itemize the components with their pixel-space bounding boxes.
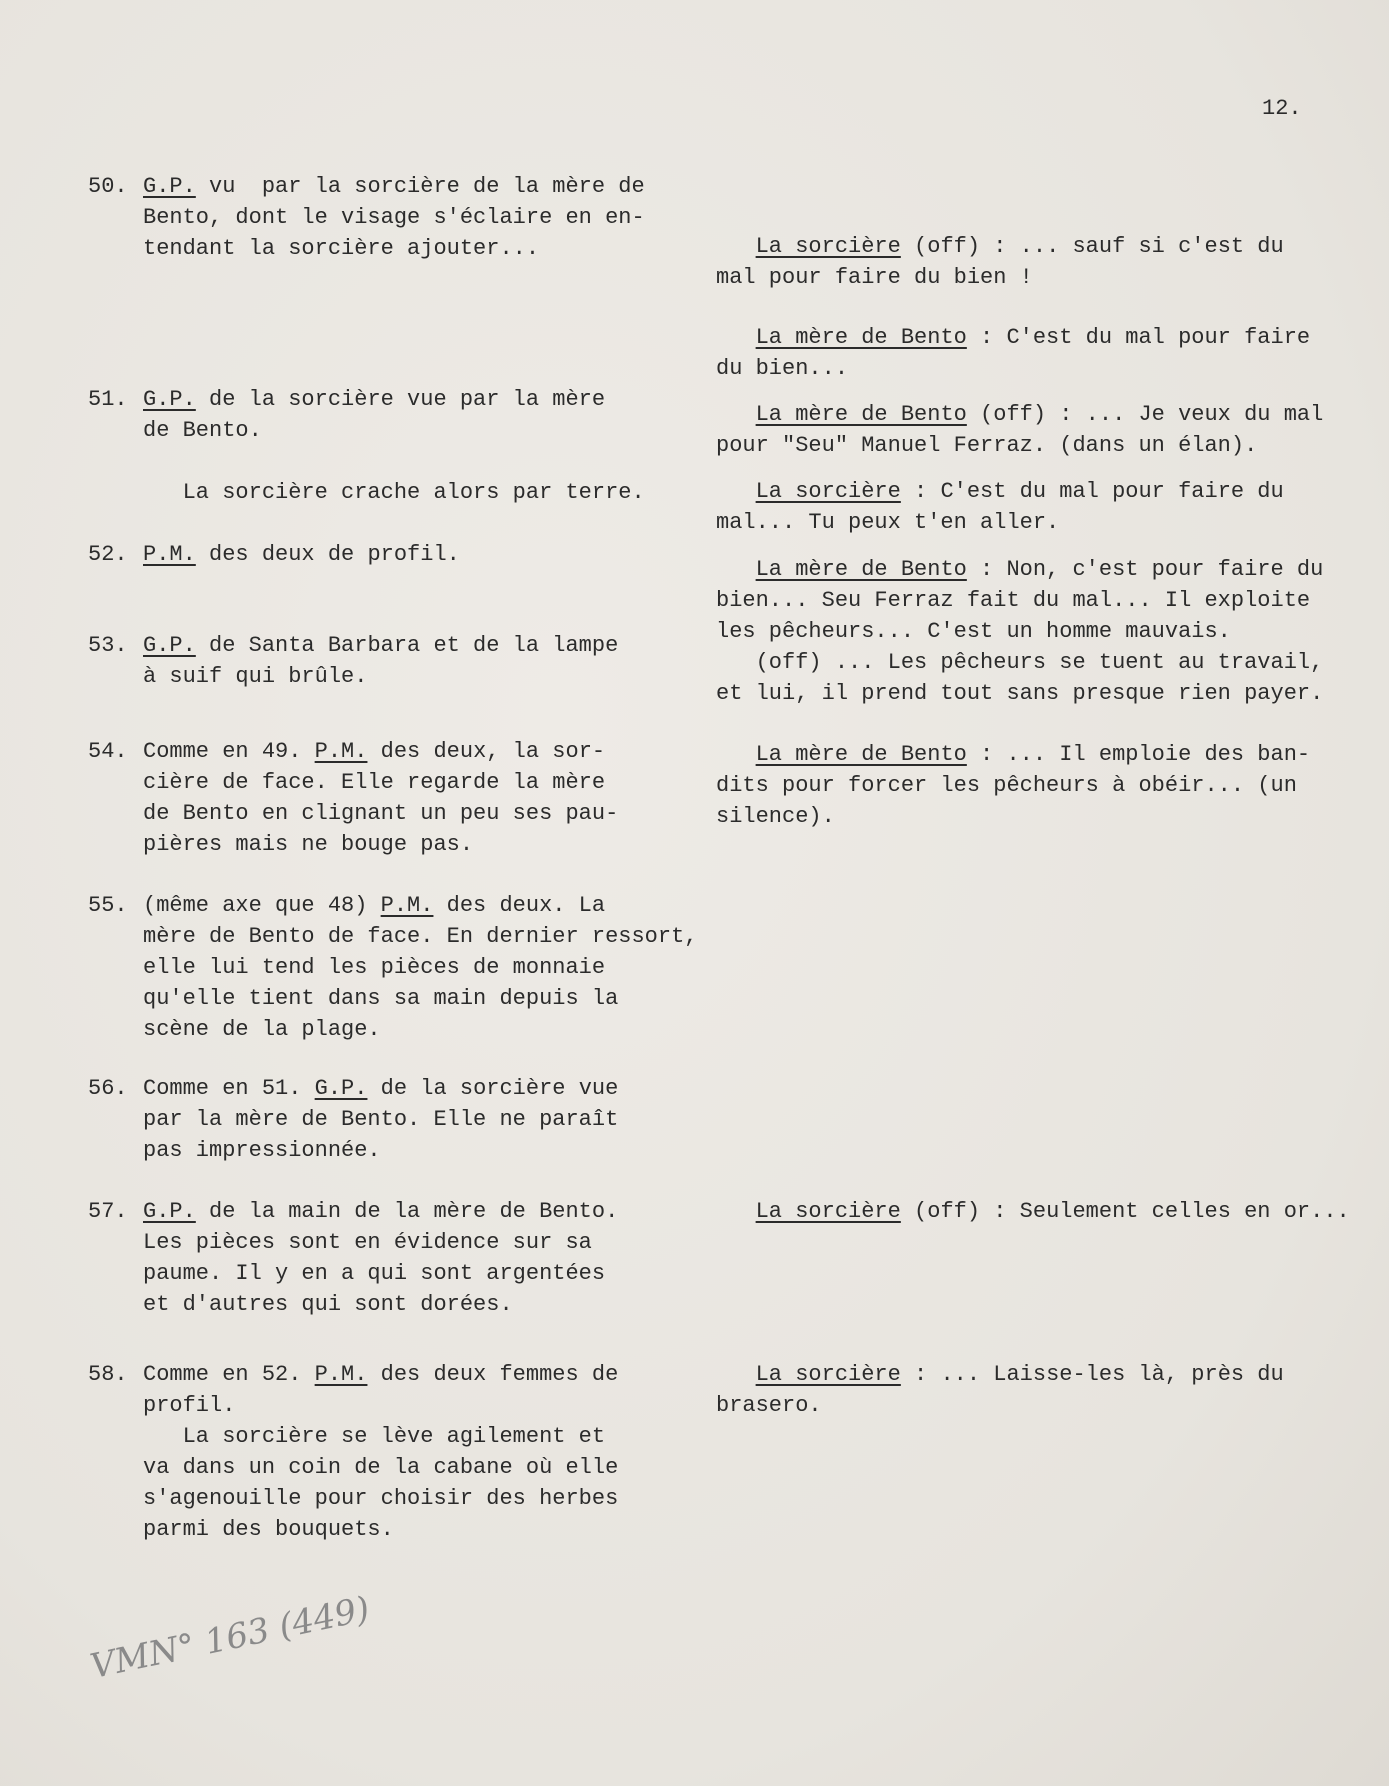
- shot-description-line: Comme en 49. P.M. des deux, la sor-: [143, 739, 606, 764]
- dialogue-line: La mère de Bento (off) : ... Je veux du mal: [755, 402, 1324, 427]
- underlined-term: La mère de Bento: [755, 557, 967, 582]
- shot-description-line: (même axe que 48) P.M. des deux. La: [143, 893, 606, 918]
- handwritten-archive-note: VMN° 163 (449): [86, 1588, 374, 1688]
- shot-description-line: Bento, dont le visage s'éclaire en en-: [143, 205, 645, 230]
- shot-number: 50.: [88, 174, 128, 199]
- dialogue-line: pour "Seu" Manuel Ferraz. (dans un élan).: [716, 433, 1258, 458]
- dialogue-line: mal pour faire du bien !: [716, 265, 1033, 290]
- underlined-term: G.P.: [143, 1199, 196, 1224]
- shot-description-line: G.P. de la main de la mère de Bento.: [143, 1199, 619, 1224]
- shot-number: 56.: [88, 1076, 128, 1101]
- shot-number: 51.: [88, 387, 128, 412]
- underlined-term: La mère de Bento: [755, 402, 967, 427]
- dialogue-line: silence).: [716, 804, 835, 829]
- shot-description-line: pières mais ne bouge pas.: [143, 832, 474, 857]
- dialogue-line: La sorcière (off) : Seulement celles en or...: [755, 1199, 1350, 1224]
- shot-description-line: P.M. des deux de profil.: [143, 542, 460, 567]
- dialogue-line: et lui, il prend tout sans presque rien payer.: [716, 681, 1324, 706]
- shot-description-line: mère de Bento de face. En dernier ressort,: [143, 924, 698, 949]
- shot-number: 55.: [88, 893, 128, 918]
- shot-number: 57.: [88, 1199, 128, 1224]
- dialogue-line: La mère de Bento : Non, c'est pour faire du: [755, 557, 1324, 582]
- underlined-term: P.M.: [314, 1362, 368, 1387]
- shot-description-line: La sorcière se lève agilement et: [143, 1424, 606, 1449]
- shot-description-line: pas impressionnée.: [143, 1138, 381, 1163]
- underlined-term: P.M.: [143, 542, 196, 567]
- dialogue-line: La sorcière : C'est du mal pour faire du: [755, 479, 1284, 504]
- shot-description-line: G.P. vu par la sorcière de la mère de: [143, 174, 645, 199]
- dialogue-line: La mère de Bento : ... Il emploie des ban-: [755, 742, 1311, 767]
- shot-description-line: paume. Il y en a qui sont argentées: [143, 1261, 606, 1286]
- underlined-term: P.M.: [314, 739, 368, 764]
- shot-number: 53.: [88, 633, 128, 658]
- shot-description-line: s'agenouille pour choisir des herbes: [143, 1486, 619, 1511]
- dialogue-line: La sorcière : ... Laisse-les là, près du: [755, 1362, 1284, 1387]
- shot-description-line: Comme en 51. G.P. de la sorcière vue: [143, 1076, 619, 1101]
- underlined-term: La mère de Bento: [755, 325, 967, 350]
- shot-description-line: tendant la sorcière ajouter...: [143, 236, 540, 261]
- dialogue-line: (off) ... Les pêcheurs se tuent au travail,: [716, 650, 1324, 675]
- dialogue-line: La mère de Bento : C'est du mal pour faire: [755, 325, 1311, 350]
- shot-description-line: G.P. de Santa Barbara et de la lampe: [143, 633, 619, 658]
- shot-description-line: cière de face. Elle regarde la mère: [143, 770, 606, 795]
- dialogue-line: mal... Tu peux t'en aller.: [716, 510, 1060, 535]
- shot-description-line: et d'autres qui sont dorées.: [143, 1292, 513, 1317]
- shot-description-line: scène de la plage.: [143, 1017, 381, 1042]
- shot-description-line: de Bento en clignant un peu ses pau-: [143, 801, 619, 826]
- underlined-term: G.P.: [314, 1076, 368, 1101]
- shot-description-line: Comme en 52. P.M. des deux femmes de: [143, 1362, 619, 1387]
- dialogue-line: dits pour forcer les pêcheurs à obéir... (un: [716, 773, 1297, 798]
- underlined-term: La sorcière: [755, 1199, 901, 1224]
- shot-description-line: elle lui tend les pièces de monnaie: [143, 955, 606, 980]
- underlined-term: La sorcière: [755, 479, 901, 504]
- shot-number: 58.: [88, 1362, 128, 1387]
- dialogue-line: bien... Seu Ferraz fait du mal... Il exploite: [716, 588, 1311, 613]
- shot-description-line: de Bento.: [143, 418, 262, 443]
- underlined-term: G.P.: [143, 174, 196, 199]
- underlined-term: G.P.: [143, 387, 196, 412]
- shot-description-line: par la mère de Bento. Elle ne paraît: [143, 1107, 619, 1132]
- underlined-term: La mère de Bento: [755, 742, 967, 767]
- dialogue-line: brasero.: [716, 1393, 822, 1418]
- shot-description-line: La sorcière crache alors par terre.: [143, 480, 645, 505]
- dialogue-line: du bien...: [716, 356, 849, 381]
- underlined-term: G.P.: [143, 633, 196, 658]
- underlined-term: La sorcière: [755, 1362, 901, 1387]
- shot-number: 54.: [88, 739, 128, 764]
- dialogue-line: La sorcière (off) : ... sauf si c'est du: [755, 234, 1284, 259]
- shot-description-line: parmi des bouquets.: [143, 1517, 394, 1542]
- shot-description-line: profil.: [143, 1393, 236, 1418]
- shot-description-line: qu'elle tient dans sa main depuis la: [143, 986, 619, 1011]
- underlined-term: P.M.: [380, 893, 434, 918]
- shot-description-line: G.P. de la sorcière vue par la mère: [143, 387, 606, 412]
- shot-description-line: va dans un coin de la cabane où elle: [143, 1455, 619, 1480]
- shot-description-line: à suif qui brûle.: [143, 664, 368, 689]
- shot-number: 52.: [88, 542, 128, 567]
- shot-description-line: Les pièces sont en évidence sur sa: [143, 1230, 592, 1255]
- underlined-term: La sorcière: [755, 234, 901, 259]
- page-number: 12.: [1262, 96, 1302, 121]
- dialogue-line: les pêcheurs... C'est un homme mauvais.: [716, 619, 1231, 644]
